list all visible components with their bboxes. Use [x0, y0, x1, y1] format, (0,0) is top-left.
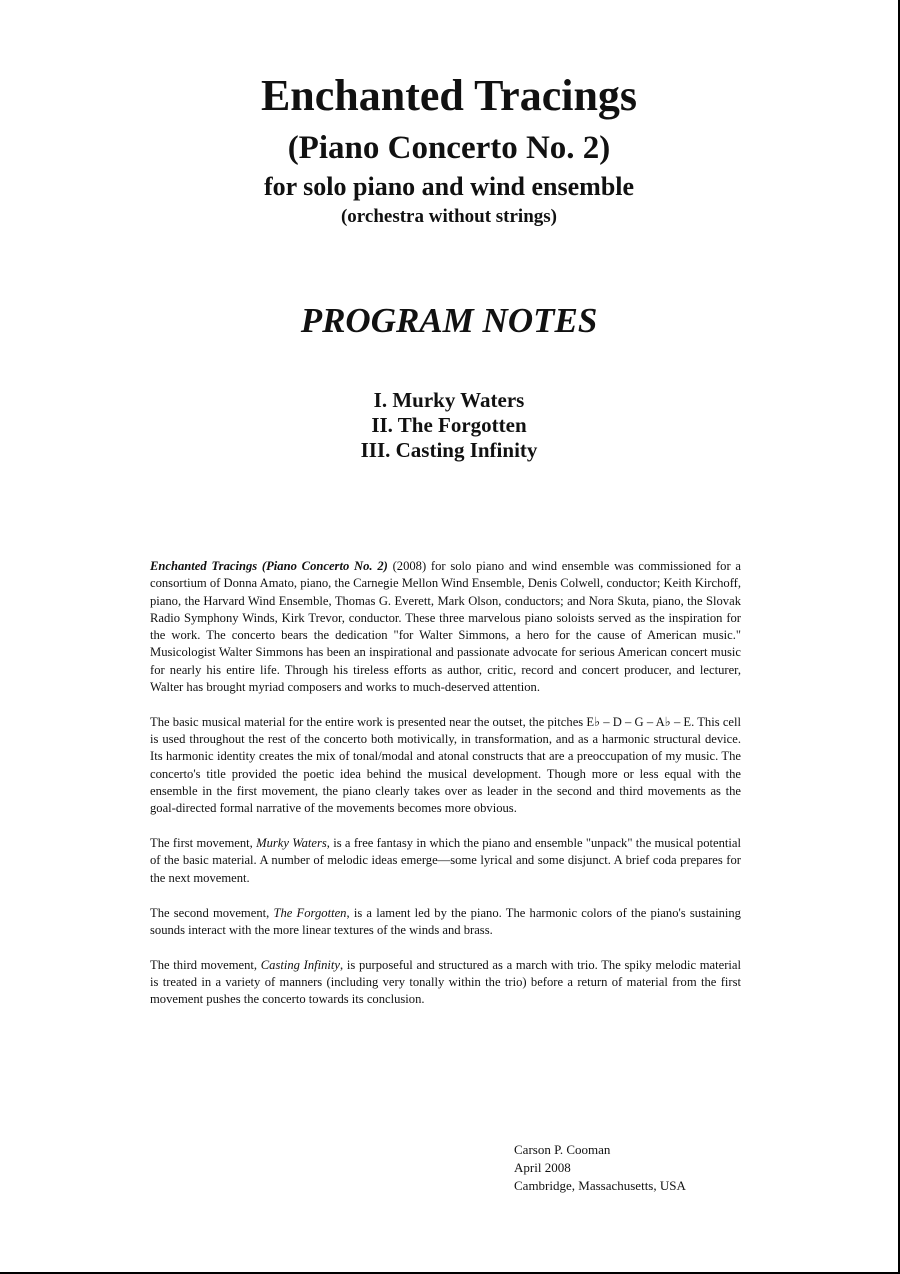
paragraph-first-movement: [150, 835, 741, 887]
movement-item: I. Murky Waters: [373, 388, 525, 412]
paragraph-text: , is a free fantasy in which the piano and ensemble "unpack" the musical potential of the basic material. A number of melodic ideas emerge—some lyrical and some disjunct. A brief coda prepares for the next movement.: [150, 836, 741, 885]
instrumentation: for solo piano and wind ensemble: [263, 172, 635, 201]
paragraph-material: The basic musical material for the entire work is presented near the outset, the pitches E♭ – D – G – A♭ – E. This cell is used throughout the rest of the concerto both motivically, in transformation, and as a harmonic structural device. Its harmonic identity creates the mix of tonal/modal and atonal constructs that are a preoccupation of my music. The concerto's title provided the poetic idea behind the musical development. Though more or less equal with the ensemble in the first movement, the piano clearly takes over as leader in the second and third movements as the goal-directed formal narrative of the movements becomes more obvious.: [150, 714, 741, 816]
paragraph-text: , is purposeful and structured as a march with trio. The spiky melodic material is treated in a variety of manners (including very tonally within the trio) before a return of material from the first movement pushes the concerto towards its conclusion.: [150, 957, 741, 1007]
program-notes-body: [150, 558, 741, 1026]
paragraph-text: , is a lament led by the piano. The harmonic colors of the piano's sustaining sounds interact with the more linear textures of the winds and brass.: [150, 905, 741, 937]
paragraph-text: The second movement,: [150, 905, 274, 920]
paragraph-text: The first movement,: [150, 836, 257, 851]
work-title: Enchanted Tracings: [260, 71, 638, 120]
movement-reference: The Forgotten: [273, 905, 347, 920]
signature-date: April 2008: [514, 1160, 571, 1175]
paragraph-text: The third movement,: [150, 957, 261, 972]
signature-block: [514, 1141, 686, 1195]
work-subtitle: (Piano Concerto No. 2): [287, 130, 611, 166]
paragraph-text: (2008) for solo piano and wind ensemble was commissioned for a consortium of Donna Amato, piano, the Carnegie Mellon Wind Ensemble, Denis Colwell, conductor; Keith Kirchoff, piano, the Harvard Wind Ensemble, Thomas G. Everett, Mark Olson, conductors; and Nora Skuta, piano, the Slovak Radio Symphony Winds, Kirk Trevor, conductor. These three marvelous piano soloists served as the inspiration for the work. The concerto bears the dedication "for Walter Simmons, a hero for the cause of American music." Musicologist Walter Simmons has been an inspirational and passionate advocate for serious American concert music for nearly his entire life. Through his tireless efforts as author, critic, record and concert producer, and lecturer, Walter has brought myriad composers and works to much-deserved attention.: [150, 559, 741, 695]
instrumentation-note: (orchestra without strings): [340, 206, 557, 227]
movement-reference: Casting Infinity: [260, 957, 341, 972]
movement-list: [0, 388, 898, 463]
paragraph-third-movement: [150, 957, 741, 1009]
movement-item: II. The Forgotten: [371, 413, 527, 437]
paragraph-second-movement: [150, 905, 741, 940]
movement-reference: Murky Waters: [256, 836, 327, 851]
signature-place: Cambridge, Massachusetts, USA: [514, 1178, 686, 1193]
work-title-reference: Enchanted Tracings (Piano Concerto No. 2): [150, 559, 388, 573]
movement-item: III. Casting Infinity: [360, 438, 538, 462]
author-name: Carson P. Cooman: [514, 1142, 611, 1157]
paragraph-commission: [150, 558, 741, 696]
program-notes-heading: PROGRAM NOTES: [300, 301, 598, 340]
